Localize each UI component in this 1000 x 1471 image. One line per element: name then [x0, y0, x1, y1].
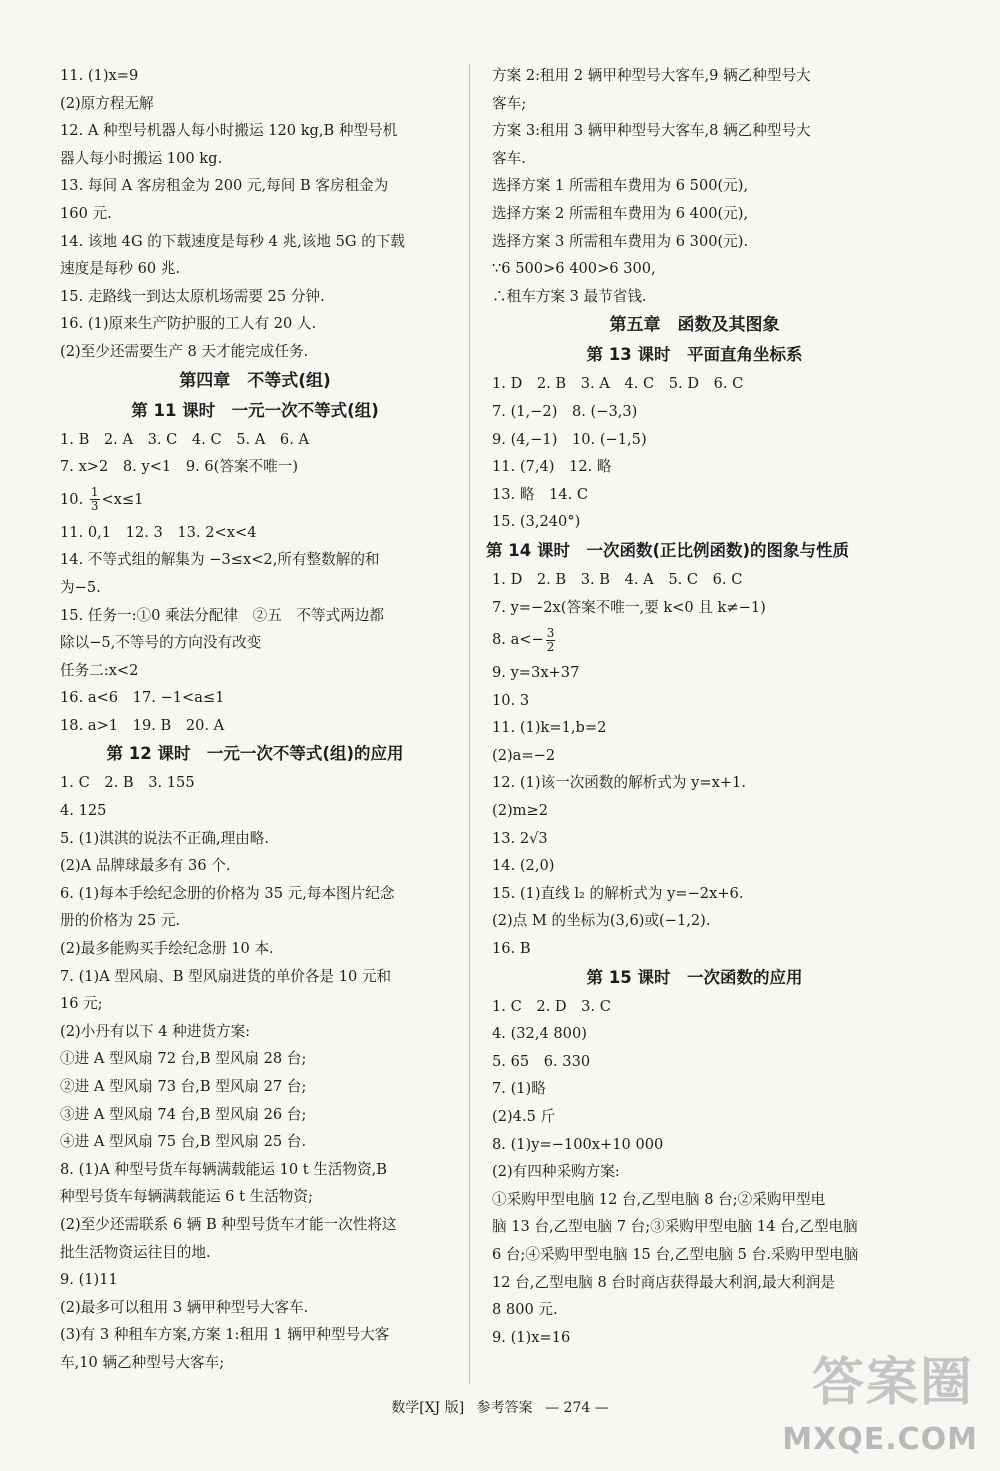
answer-line: 9. y=3x+37	[492, 664, 580, 682]
answer-line: (2)A 品牌球最多有 36 个.	[60, 857, 231, 875]
answer-line: 14. (2,0)	[492, 857, 555, 875]
answer-line: (2)小丹有以下 4 种进货方案:	[60, 1022, 251, 1040]
answer-line: 脑 13 台,乙型电脑 7 台;③采购甲型电脑 14 台,乙型电脑	[492, 1218, 858, 1236]
answer-line: ④进 A 型风扇 75 台,B 型风扇 25 台.	[60, 1133, 307, 1151]
answer-line: 8. (1)A 种型号货车每辆满载能运 10 t 生活物资,B	[60, 1160, 388, 1178]
answer-line: ∵6 500>6 400>6 300,	[492, 260, 656, 278]
answer-line: 7. (1)略	[492, 1080, 546, 1098]
answer-line: 册的价格为 25 元.	[60, 912, 181, 930]
answer-line: 160 元.	[60, 204, 112, 222]
answer-line: (2)最多能购买手绘纪念册 10 本.	[60, 940, 274, 958]
lesson-heading: 第 14 课时 一次函数(正比例函数)的图象与性质	[486, 540, 850, 560]
answer-line: 13. 略 14. C	[492, 485, 589, 503]
answer-line: 方案 3:租用 3 辆甲种型号大客车,8 辆乙种型号大	[492, 122, 811, 140]
fraction-numerator: 1	[90, 485, 99, 500]
answer-line: 4. (32,4 800)	[492, 1025, 587, 1043]
answer-line: 12. A 种型号机器人每小时搬运 120 kg,B 种型号机	[60, 122, 398, 140]
answer-line: 9. (1)x=16	[492, 1328, 571, 1346]
answer-line: 1. D 2. B 3. A 4. C 5. D 6. C	[492, 375, 744, 393]
answer-line: 6. (1)每本手绘纪念册的价格为 35 元,每本图片纪念	[60, 884, 395, 902]
answer-line: 5. 65 6. 330	[492, 1052, 591, 1070]
answer-line: (2)有四种采购方案:	[492, 1163, 620, 1181]
answer-line: 16 元;	[60, 995, 103, 1013]
answer-line: 15. 任务一:①0 乘法分配律 ②五 不等式两边都	[60, 606, 384, 624]
answer-line: (2)点 M 的坐标为(3,6)或(−1,2).	[492, 912, 711, 930]
answer-line: 16. a<6 17. −1<a≤1	[60, 689, 225, 707]
answer-line: ②进 A 型风扇 73 台,B 型风扇 27 台;	[60, 1078, 307, 1095]
answer-line: 14. 不等式组的解集为 −3≤x<2,所有整数解的和	[60, 551, 380, 569]
answer-line: 18. a>1 19. B 20. A	[60, 716, 225, 734]
left-column	[60, 62, 450, 1377]
answer-line: (2)至少还需联系 6 辆 B 种型号货车才能一次性将这	[60, 1215, 397, 1233]
lesson-heading: 第 15 课时 一次函数的应用	[586, 967, 803, 987]
answer-line: (2)至少还需要生产 8 天才能完成任务.	[60, 342, 309, 360]
answer-text: 10.	[60, 490, 88, 508]
answer-line: 7. (1)A 型风扇、B 型风扇进货的单价各是 10 元和	[60, 967, 392, 985]
answer-line: 16. (1)原来生产防护服的工人有 20 人.	[60, 315, 317, 333]
answer-line: (2)4.5 斤	[492, 1108, 556, 1125]
answer-line: 8. (1)y=−100x+10 000	[492, 1135, 664, 1153]
answer-line: 选择方案 2 所需租车费用为 6 400(元),	[492, 204, 749, 222]
answer-line: (2)最多可以租用 3 辆甲种型号大客车.	[60, 1298, 309, 1316]
answer-line: 选择方案 3 所需租车费用为 6 300(元).	[492, 232, 749, 250]
answer-line: 1. B 2. A 3. C 4. C 5. A 6. A	[60, 430, 310, 448]
footer-page-number: — 274 —	[545, 1400, 609, 1416]
fraction-denominator: 2	[546, 639, 555, 654]
chapter-heading: 第四章 不等式(组)	[179, 370, 331, 391]
footer-subject: 数学[XJ 版]	[391, 1400, 465, 1416]
lesson-heading: 第 13 课时 平面直角坐标系	[586, 345, 803, 365]
answer-line: 13. 2√3	[492, 829, 548, 847]
answer-line: 客车.	[492, 149, 526, 167]
answer-line: 选择方案 1 所需租车费用为 6 500(元),	[492, 177, 749, 195]
answer-line: 器人每小时搬运 100 kg.	[60, 149, 223, 167]
answer-line: 种型号货车每辆满载能运 6 t 生活物资;	[60, 1188, 313, 1206]
fraction-numerator: 3	[546, 625, 555, 640]
answer-line: 11. (1)k=1,b=2	[492, 719, 607, 737]
answer-line: 7. y=−2x(答案不唯一,要 k<0 且 k≠−1)	[492, 598, 766, 616]
answer-line: 11. (1)x=9	[60, 67, 139, 84]
answer-line: 14. 该地 4G 的下载速度是每秒 4 兆,该地 5G 的下载	[60, 232, 405, 250]
answer-line: 15. 走路线一到达太原机场需要 25 分钟.	[60, 287, 325, 305]
answer-line: ∴租车方案 3 最节省钱.	[492, 287, 647, 305]
column-divider	[469, 64, 470, 1384]
answer-line: 客车;	[492, 94, 527, 112]
fraction	[90, 486, 100, 513]
answer-line: 11. (7,4) 12. 略	[492, 458, 612, 476]
watermark-site: MXQE.COM	[782, 1422, 978, 1457]
answer-line: 16. B	[492, 940, 531, 958]
answer-line: 1. D 2. B 3. B 4. A 5. C 6. C	[492, 570, 743, 588]
answer-line: 9. (4,−1) 10. (−1,5)	[492, 430, 647, 448]
answer-line: 12. (1)该一次函数的解析式为 y=x+1.	[492, 774, 746, 792]
answer-line: 任务二:x<2	[60, 661, 139, 679]
answer-line: 8 800 元.	[492, 1301, 558, 1319]
answer-line: 速度是每秒 60 兆.	[60, 260, 181, 278]
answer-line: 6 台;④采购甲型电脑 15 台,乙型电脑 5 台.采购甲型电脑	[492, 1245, 859, 1263]
answer-line: 11. 0,1 12. 3 13. 2<x<4	[60, 523, 257, 541]
answer-line: 1. C 2. D 3. C	[492, 997, 611, 1015]
answer-line: (2)m≥2	[492, 802, 549, 820]
answer-line: 13. 每间 A 客房租金为 200 元,每间 B 客房租金为	[60, 177, 389, 195]
answer-text: <x≤1	[101, 490, 144, 508]
answer-line: 4. 125	[60, 802, 107, 820]
answer-line: (2)原方程无解	[60, 94, 154, 112]
answer-line: 5. (1)淇淇的说法不正确,理由略.	[60, 829, 270, 847]
answer-line: (2)a=−2	[492, 746, 556, 764]
answer-line: ①采购甲型电脑 12 台,乙型电脑 8 台;②采购甲型电	[492, 1190, 826, 1208]
answer-line	[492, 621, 897, 659]
answer-line: 7. x>2 8. y<1 9. 6(答案不唯一)	[60, 458, 299, 476]
chapter-heading: 第五章 函数及其图象	[609, 315, 780, 336]
answer-line: 为−5.	[60, 578, 101, 596]
right-column	[486, 62, 897, 1351]
lesson-heading: 第 11 课时 一元一次不等式(组)	[131, 400, 379, 420]
answer-line: 除以−5,不等号的方向没有改变	[60, 634, 262, 652]
answer-line: 方案 2:租用 2 辆甲种型号大客车,9 辆乙种型号大	[492, 67, 811, 84]
answer-line: 10. 3	[492, 691, 530, 709]
answer-line: (3)有 3 种租车方案,方案 1:租用 1 辆甲种型号大客	[60, 1326, 390, 1344]
answer-line: 15. (3,240°)	[492, 513, 581, 531]
lesson-heading: 第 12 课时 一元一次不等式(组)的应用	[106, 744, 404, 764]
answer-text: 8. a<−	[492, 631, 544, 649]
answer-line: 15. (1)直线 l₂ 的解析式为 y=−2x+6.	[492, 884, 744, 902]
answer-line: 批生活物资运往目的地.	[60, 1243, 211, 1261]
answer-line: 9. (1)11	[60, 1271, 118, 1289]
watermark-logo: 答案圈	[811, 1353, 974, 1413]
answer-line: 12 台,乙型电脑 8 台时商店获得最大利润,最大利润是	[492, 1273, 835, 1291]
answer-line: 车,10 辆乙种型号大客车;	[60, 1353, 225, 1371]
answer-line: 1. C 2. B 3. 155	[60, 774, 195, 792]
answer-line: ①进 A 型风扇 72 台,B 型风扇 28 台;	[60, 1050, 307, 1068]
answer-line	[60, 481, 450, 519]
fraction	[546, 627, 556, 654]
fraction-denominator: 3	[90, 499, 99, 514]
footer-section: 参考答案	[476, 1400, 533, 1416]
answer-line: ③进 A 型风扇 74 台,B 型风扇 26 台;	[60, 1105, 307, 1123]
answer-line: 7. (1,−2) 8. (−3,3)	[492, 402, 638, 420]
